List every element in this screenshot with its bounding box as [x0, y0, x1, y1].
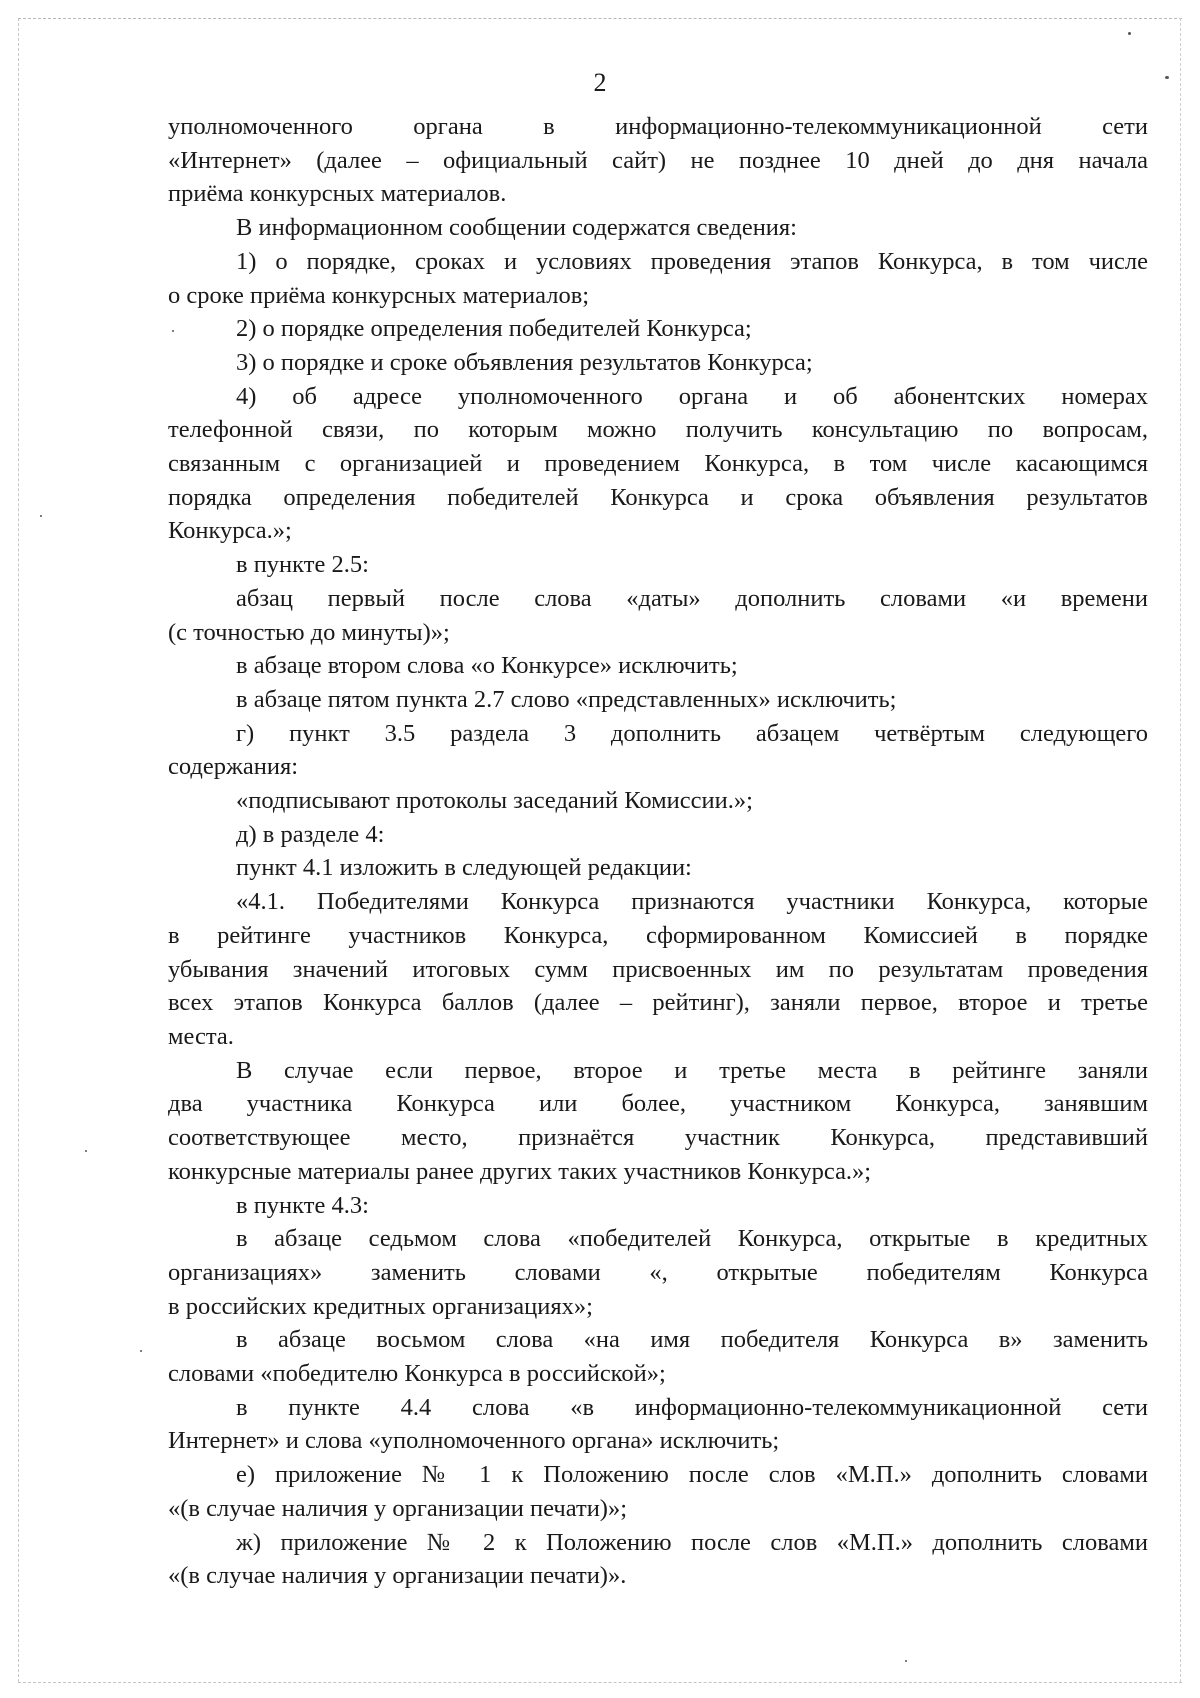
text-line: словами «победителю Конкурса в российской»; — [168, 1360, 666, 1388]
scan-edge-top — [18, 18, 1182, 19]
text-line: В случае если первое, второе и третье места в рейтинге заняли — [236, 1056, 1148, 1084]
text-line: ж) приложение № 2 к Положению после слов «М.П.» дополнить словами — [236, 1528, 1148, 1556]
text-line: г) пункт 3.5 раздела 3 дополнить абзацем четвёртым следующего — [236, 719, 1148, 747]
page-number: 2 — [593, 68, 607, 97]
text-line: в пункте 4.4 слова «в информационно-телекоммуникационной сети — [236, 1393, 1148, 1421]
text-line: соответствующее место, признаётся участник Конкурса, представивший — [168, 1124, 1148, 1152]
text-line: места. — [168, 1022, 234, 1050]
scan-speck — [85, 1150, 87, 1152]
text-line: 4) об адресе уполномоченного органа и об абонентских номерах — [236, 382, 1148, 410]
text-line: «4.1. Победителями Конкурса признаются участники Конкурса, которые — [236, 888, 1148, 916]
text-line: два участника Конкурса или более, участником Конкурса, занявшим — [168, 1090, 1148, 1118]
text-line: в абзаце восьмом слова «на имя победителя Конкурса в» заменить — [236, 1326, 1148, 1354]
text-line: связанным с организацией и проведением Конкурса, в том числе касающимся — [168, 450, 1148, 478]
text-line: «(в случае наличия у организации печати)». — [168, 1562, 627, 1590]
scan-speck — [1128, 32, 1131, 35]
text-line: пункт 4.1 изложить в следующей редакции: — [236, 854, 692, 882]
text-line: «(в случае наличия у организации печати)»; — [168, 1494, 628, 1522]
scan-speck — [905, 1660, 907, 1662]
text-line: о сроке приёма конкурсных материалов; — [168, 281, 590, 309]
text-line: конкурсные материалы ранее других таких участников Конкурса.»; — [168, 1157, 872, 1185]
text-line: в абзаце пятом пункта 2.7 слово «представленных» исключить; — [236, 685, 897, 713]
text-line: порядка определения победителей Конкурса и срока объявления результатов — [168, 483, 1148, 511]
text-line: абзац первый после слова «даты» дополнить словами «и времени — [236, 584, 1148, 612]
text-line: в абзаце седьмом слова «победителей Конкурса, открытые в кредитных — [236, 1225, 1148, 1253]
text-line: 3) о порядке и сроке объявления результатов Конкурса; — [236, 348, 813, 376]
scan-edge-bottom — [18, 1682, 1182, 1683]
text-line: содержания: — [168, 753, 299, 781]
text-line: убывания значений итоговых сумм присвоенных им по результатам проведения — [168, 955, 1148, 983]
text-line: 1) о порядке, сроках и условиях проведения этапов Конкурса, в том числе — [236, 247, 1148, 275]
text-line: организациях» заменить словами «, открытые победителям Конкурса — [168, 1258, 1148, 1286]
text-line: всех этапов Конкурса баллов (далее – рейтинг), заняли первое, второе и третье — [168, 989, 1148, 1017]
text-line: в абзаце втором слова «о Конкурсе» исключить; — [236, 652, 738, 680]
text-line: 2) о порядке определения победителей Конкурса; — [236, 315, 752, 343]
document-body — [168, 110, 1148, 1593]
text-line: в пункте 4.3: — [236, 1191, 369, 1219]
text-line: в рейтинге участников Конкурса, сформированном Комиссией в порядке — [168, 921, 1148, 949]
text-line: приёма конкурсных материалов. — [168, 180, 507, 208]
text-line: Интернет» и слова «уполномоченного органа» исключить; — [168, 1427, 780, 1455]
text-line: Конкурса.»; — [168, 517, 292, 545]
text-line: в пункте 2.5: — [236, 551, 369, 579]
scan-speck — [40, 515, 42, 517]
text-line: «Интернет» (далее – официальный сайт) не позднее 10 дней до дня начала — [168, 146, 1148, 174]
text-line: (с точностью до минуты)»; — [168, 618, 450, 646]
text-line: в российских кредитных организациях»; — [168, 1292, 593, 1320]
text-line: е) приложение № 1 к Положению после слов «М.П.» дополнить словами — [236, 1461, 1148, 1489]
text-line: д) в разделе 4: — [236, 820, 385, 848]
text-line: телефонной связи, по которым можно получить консультацию по вопросам, — [168, 416, 1148, 444]
scan-edge-right — [1180, 18, 1181, 1682]
text-line: В информационном сообщении содержатся сведения: — [236, 214, 797, 242]
scan-speck — [140, 1350, 142, 1352]
scan-edge-left — [18, 18, 19, 1682]
text-line: уполномоченного органа в информационно-телекоммуникационной сети — [168, 113, 1148, 140]
text-line: «подписывают протоколы заседаний Комиссии.»; — [236, 787, 753, 815]
